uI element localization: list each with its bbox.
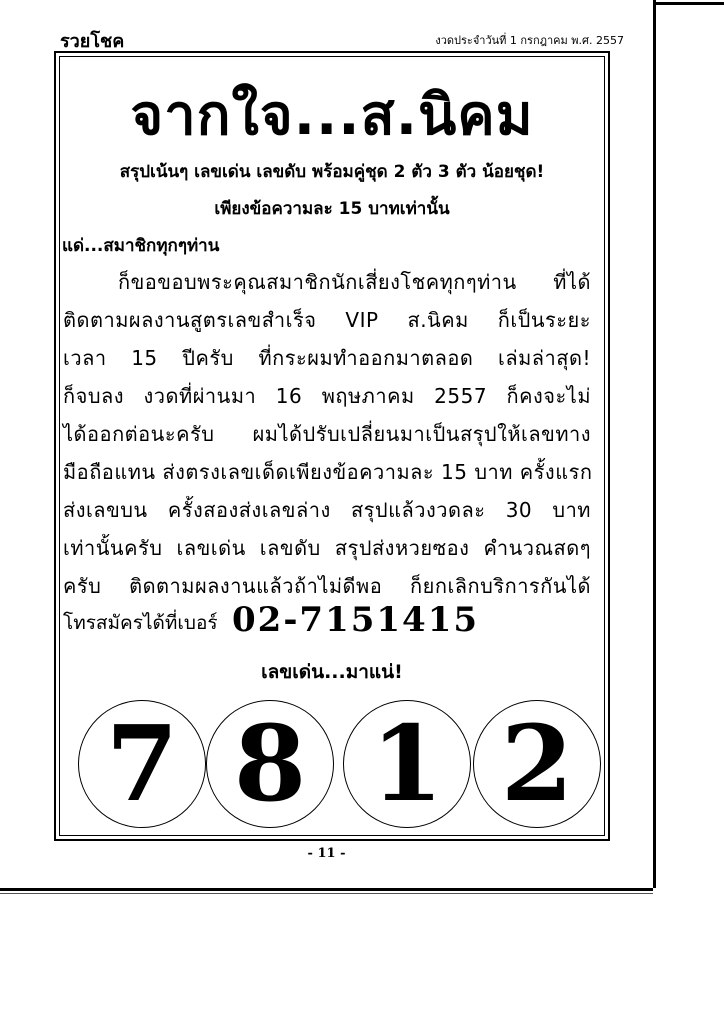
page-edge-top xyxy=(653,2,724,5)
lucky-number: 1 xyxy=(370,702,444,825)
magazine-name: รวยโชค xyxy=(60,31,125,52)
page-edge-bottom-shadow xyxy=(0,893,653,894)
body-line: ก็ขอขอบพระคุณสมาชิกนักเสี่ยงโชคทุกๆท่าน ที่ได้ xyxy=(118,270,591,294)
lucky-number-circle xyxy=(473,700,601,828)
lucky-number-circle xyxy=(78,700,206,828)
body-line: เวลา 15 ปีครับ ที่กระผมทำออกมาตลอด เล่มล่าสุด! xyxy=(63,346,591,370)
body-line: ก็จบลง งวดที่ผ่านมา 16 พฤษภาคม 2557 ก็คงจะไม่ xyxy=(63,384,591,408)
page-edge-bottom xyxy=(0,888,653,891)
body-line: ครับ ติดตามผลงานแล้วถ้าไม่ดีพอ ก็ยกเลิกบริการกันได้ xyxy=(63,574,591,598)
body-line: ส่งเลขบน ครั้งสองส่งเลขล่าง สรุปแล้วงวดละ 30 บาท xyxy=(63,498,591,522)
body-line: ติดตามผลงานสูตรเลขสำเร็จ VIP ส.นิคม ก็เป็นระยะ xyxy=(63,308,591,332)
tagline: เลขเด่น...มาแน่! xyxy=(261,661,403,683)
phone-label: โทรสมัครได้ที่เบอร์ xyxy=(63,612,218,634)
phone-number: 02-7151415 xyxy=(232,600,480,640)
page-number: - 11 - xyxy=(307,846,346,861)
ad-price-line: เพียงข้อความละ 15 บาทเท่านั้น xyxy=(214,199,450,219)
lucky-number-circle xyxy=(206,700,334,828)
body-line: มือถือแทน ส่งตรงเลขเด็ดเพียงข้อความละ 15 บาท ครั้งแรก xyxy=(63,460,593,484)
ad-subtitle: สรุปเน้นๆ เลขเด่น เลขดับ พร้อมคู่ชุด 2 ตัว 3 ตัว น้อยชุด! xyxy=(119,162,545,182)
lucky-number: 7 xyxy=(105,702,179,825)
body-line: เท่านั้นครับ เลขเด่น เลขดับ สรุปส่งหวยซอง คำนวณสดๆ xyxy=(63,536,591,560)
lucky-number: 2 xyxy=(500,702,574,825)
ad-title: จากใจ...ส.นิคม xyxy=(130,83,534,148)
lucky-number-circle xyxy=(343,700,471,828)
body-line: ได้ออกต่อนะครับ ผมได้ปรับเปลี่ยนมาเป็นสรุปให้เลขทาง xyxy=(63,422,591,446)
greeting: แด่...สมาชิกทุกๆท่าน xyxy=(62,236,220,256)
issue-date: งวดประจำวันที่ 1 กรกฎาคม พ.ศ. 2557 xyxy=(435,34,624,47)
page-edge-right xyxy=(653,0,656,888)
lucky-number: 8 xyxy=(233,702,307,825)
